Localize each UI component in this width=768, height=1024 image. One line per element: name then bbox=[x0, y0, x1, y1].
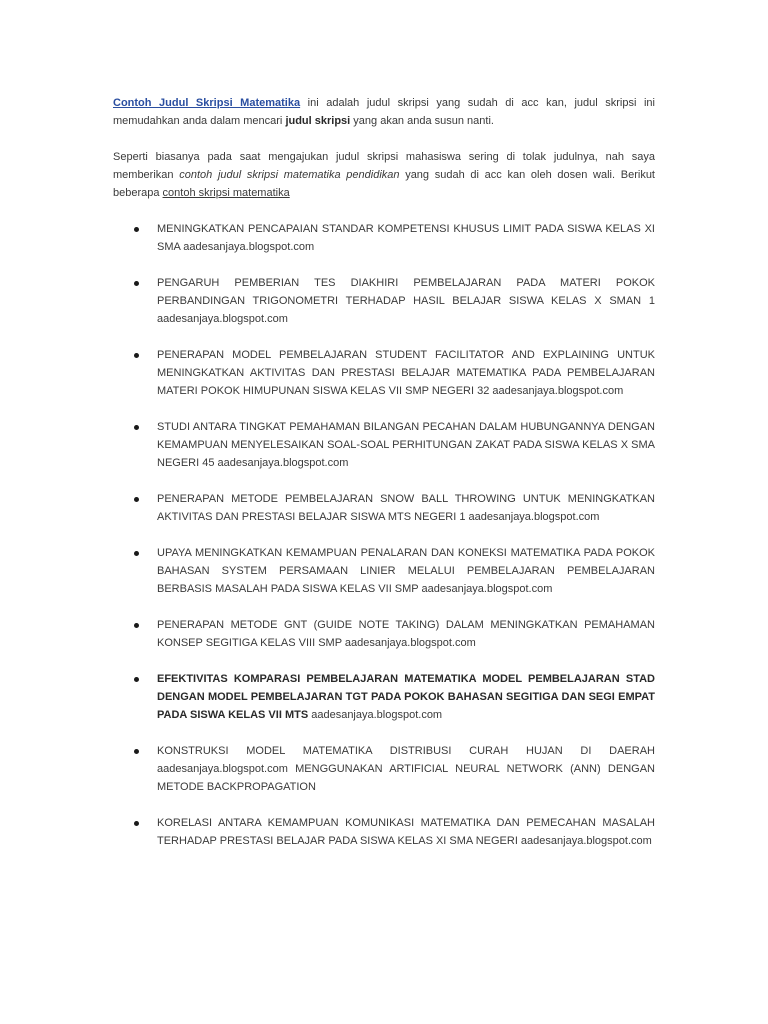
list-item-source: aadesanjaya.blogspot.com bbox=[517, 835, 652, 847]
bullet-icon bbox=[134, 425, 139, 430]
bullet-icon bbox=[134, 497, 139, 502]
list-item-source: aadesanjaya.blogspot.com bbox=[180, 241, 315, 253]
list-item-text: UPAYA MENINGKATKAN KEMAMPUAN PENALARAN DAN KONEKSI MATEMATIKA PADA POKOK BAHASAN SYSTEM PERSAMAAN LINIER MELALUI PEMBELAJARAN PEMBELAJARAN BERBASIS MASALAH PADA SISWA KELAS VII SMP bbox=[157, 547, 655, 595]
list-item bbox=[113, 274, 655, 328]
intro-bold-keyword: judul skripsi bbox=[285, 115, 351, 127]
list-item bbox=[113, 346, 655, 400]
para2-italic-keyword: contoh judul skripsi matematika pendidikan bbox=[179, 169, 400, 181]
list-item-source: aadesanjaya.blogspot.com bbox=[418, 583, 553, 595]
list-item-source: aadesanjaya.blogspot.com bbox=[489, 385, 624, 397]
para2-text-2: yang sudah di acc kan oleh dosen wali. Berikut beberapa bbox=[113, 169, 655, 199]
contoh-judul-link[interactable]: Contoh Judul Skripsi Matematika bbox=[113, 97, 301, 109]
bullet-icon bbox=[134, 353, 139, 358]
list-item-source: aadesanjaya.blogspot.com bbox=[308, 709, 443, 721]
list-item bbox=[113, 220, 655, 256]
list-item-source: aadesanjaya.blogspot.com bbox=[214, 457, 349, 469]
list-item bbox=[113, 814, 655, 850]
bullet-icon bbox=[134, 551, 139, 556]
list-item-text: PENERAPAN METODE GNT (GUIDE NOTE TAKING) DALAM MENINGKATKAN PEMAHAMAN KONSEP SEGITIGA KELAS VIII SMP bbox=[157, 619, 655, 649]
bullet-icon bbox=[134, 821, 139, 826]
para2-text-1: Seperti biasanya pada saat mengajukan judul skripsi mahasiswa sering di tolak judulnya, nah saya memberikan bbox=[113, 151, 655, 181]
thesis-title-list bbox=[113, 220, 655, 850]
list-item bbox=[113, 490, 655, 526]
intro-text-2: yang akan anda susun nanti. bbox=[350, 115, 494, 127]
bullet-icon bbox=[134, 749, 139, 754]
bullet-icon bbox=[134, 227, 139, 232]
list-item bbox=[113, 616, 655, 652]
list-item-text-after: MENGGUNAKAN ARTIFICIAL NEURAL NETWORK (ANN) DENGAN METODE BACKPROPAGATION bbox=[157, 763, 655, 793]
list-item-text: PENERAPAN METODE PEMBELAJARAN SNOW BALL THROWING UNTUK MENINGKATKAN AKTIVITAS DAN PRESTASI BELAJAR SISWA MTS NEGERI 1 bbox=[157, 493, 655, 523]
list-item bbox=[113, 544, 655, 598]
contoh-skripsi-link[interactable]: contoh skripsi matematika bbox=[162, 187, 290, 199]
list-item bbox=[113, 670, 655, 724]
list-item-text: MENINGKATKAN PENCAPAIAN STANDAR KOMPETENSI KHUSUS LIMIT PADA SISWA KELAS XI SMA bbox=[157, 223, 655, 253]
bullet-icon bbox=[134, 677, 139, 682]
list-item-text: PENERAPAN MODEL PEMBELAJARAN STUDENT FACILITATOR AND EXPLAINING UNTUK MENINGKATKAN AKTIVITAS DAN PRESTASI BELAJAR MATEMATIKA PADA PEMBELAJARAN MATERI POKOK HIMUPUNAN SISWA KELAS VII SMP NEGERI 32 bbox=[157, 349, 655, 397]
list-item-text: PENGARUH PEMBERIAN TES DIAKHIRI PEMBELAJARAN PADA MATERI POKOK PERBANDINGAN TRIGONOMETRI TERHADAP HASIL BELAJAR SISWA KELAS X SMAN 1 bbox=[157, 277, 655, 307]
list-item-source: aadesanjaya.blogspot.com bbox=[465, 511, 600, 523]
list-item-text: EFEKTIVITAS KOMPARASI PEMBELAJARAN MATEMATIKA MODEL PEMBELAJARAN STAD DENGAN MODEL PEMBELAJARAN TGT PADA POKOK BAHASAN SEGITIGA DAN SEGI EMPAT PADA SISWA KELAS VII MTS bbox=[157, 673, 655, 721]
list-item bbox=[113, 742, 655, 796]
document-page bbox=[113, 94, 655, 868]
list-item bbox=[113, 418, 655, 472]
list-item-source: aadesanjaya.blogspot.com bbox=[157, 313, 288, 325]
intro-paragraph bbox=[113, 94, 655, 130]
bullet-icon bbox=[134, 281, 139, 286]
list-item-source: aadesanjaya.blogspot.com bbox=[157, 763, 288, 775]
list-item-source: aadesanjaya.blogspot.com bbox=[341, 637, 476, 649]
second-paragraph bbox=[113, 148, 655, 202]
list-item-text: KONSTRUKSI MODEL MATEMATIKA DISTRIBUSI CURAH HUJAN DI DAERAH bbox=[157, 745, 655, 757]
list-item-text: KORELASI ANTARA KEMAMPUAN KOMUNIKASI MATEMATIKA DAN PEMECAHAN MASALAH TERHADAP PRESTASI BELAJAR PADA SISWA KELAS XI SMA NEGERI bbox=[157, 817, 655, 847]
intro-text-1: ini adalah judul skripsi yang sudah di acc kan, judul skripsi ini memudahkan anda dalam mencari bbox=[113, 97, 655, 127]
list-item-text: STUDI ANTARA TINGKAT PEMAHAMAN BILANGAN PECAHAN DALAM HUBUNGANNYA DENGAN KEMAMPUAN MENYELESAIKAN SOAL-SOAL PERHITUNGAN ZAKAT PADA SISWA KELAS X SMA NEGERI 45 bbox=[157, 421, 655, 469]
bullet-icon bbox=[134, 623, 139, 628]
